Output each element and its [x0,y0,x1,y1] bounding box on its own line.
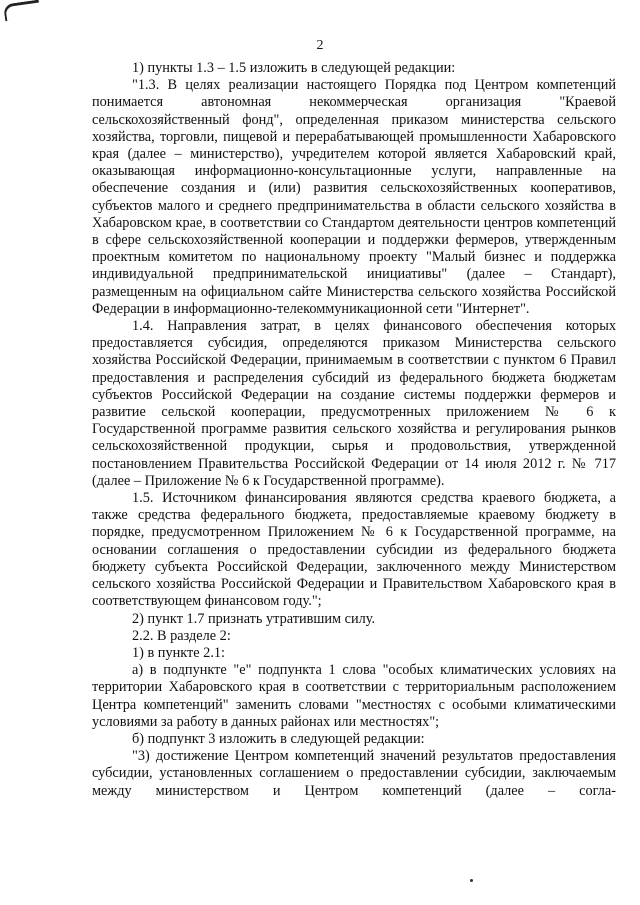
scan-speck [470,879,473,882]
document-body [92,60,616,800]
paragraph: "3) достижение Центром компетенций значений результатов предоставления субсидии, установленных соглашением о предоставлении субсидии, заключаемым между министерством и Центром компетенций (далее – согла- [92,748,616,799]
page-number: 2 [316,38,324,53]
scan-artifact [3,0,41,21]
paragraph: 1) в пункте 2.1: [132,644,226,661]
paragraph: 2.2. В разделе 2: [132,627,231,644]
paragraph: "1.3. В целях реализации настоящего Порядка под Центром компетенций понимается автономная некоммерческая организация "Краевой сельскохозяйственный фонд", определенная приказом министерства сельского хозяйства, торговли, пищевой и перерабатывающей промышленности Хабаровского края (далее – министерство), учредителем которой является Хабаровский край, оказывающая информационно-консультационные услуги, направленные на обеспечение создания и (или) развития сельскохозяйственных кооперативов, субъектов малого и среднего предпринимательства в области сельского хозяйства в Хабаровском крае, в соответствии со Стандартом деятельности центров компетенций в сфере сельскохозяйственной кооперации и поддержки фермеров, утвержденным проектным комитетом по национальному проекту "Малый бизнес и поддержка индивидуальной предпринимательской инициативы" (далее – Стандарт), размещенным на официальном сайте Министерства сельского хозяйства Российской Федерации в информационно-телекоммуникационной сети "Интернет". [92,77,616,317]
paragraph: а) в подпункте "е" подпункта 1 слова "особых климатических условиях на территории Хабаровского края в соответствии с территориальным расположением Центра компетенций" заменить словами "местностях с особыми климатическими условиями за работу в данных районах или местностях"; [92,662,616,730]
paragraph: 1) пункты 1.3 – 1.5 изложить в следующей редакции: [132,60,456,76]
paragraph: 1.4. Направления затрат, в целях финансового обеспечения которых предоставляется субсидия, определяются приказом Министерства сельского хозяйства Российской Федерации, принимаемым в соответствии с пунктом 6 Правил предоставления и распределения субсидий из федерального бюджета бюджетам субъектов Российской Федерации на создание системы поддержки фермеров и развитие сельской кооперации, предусмотренных приложением № 6 к Государственной программе развития сельского хозяйства и регулирования рынков сельскохозяйственной продукции, сырья и продовольствия, утвержденной постановлением Правительства Российской Федерации от 14 июля 2012 г. № 717 (далее – Приложение № 6 к Государственной программе). [92,318,616,489]
paragraph: б) подпункт 3 изложить в следующей редакции: [132,730,425,747]
paragraph: 2) пункт 1.7 признать утратившим силу. [132,610,376,627]
paragraph: 1.5. Источником финансирования являются средства краевого бюджета, а также средства федерального бюджета, предоставляемые краевому бюджету в порядке, предусмотренном Приложением № 6 к Государственной программе, на основании соглашения о предоставлении субсидии из федерального бюджета бюджету субъекта Российской Федерации, заключенного между Министерством сельского хозяйства Российской Федерации и Правительством Хабаровского края в соответствующем финансовом году."; [92,490,616,610]
